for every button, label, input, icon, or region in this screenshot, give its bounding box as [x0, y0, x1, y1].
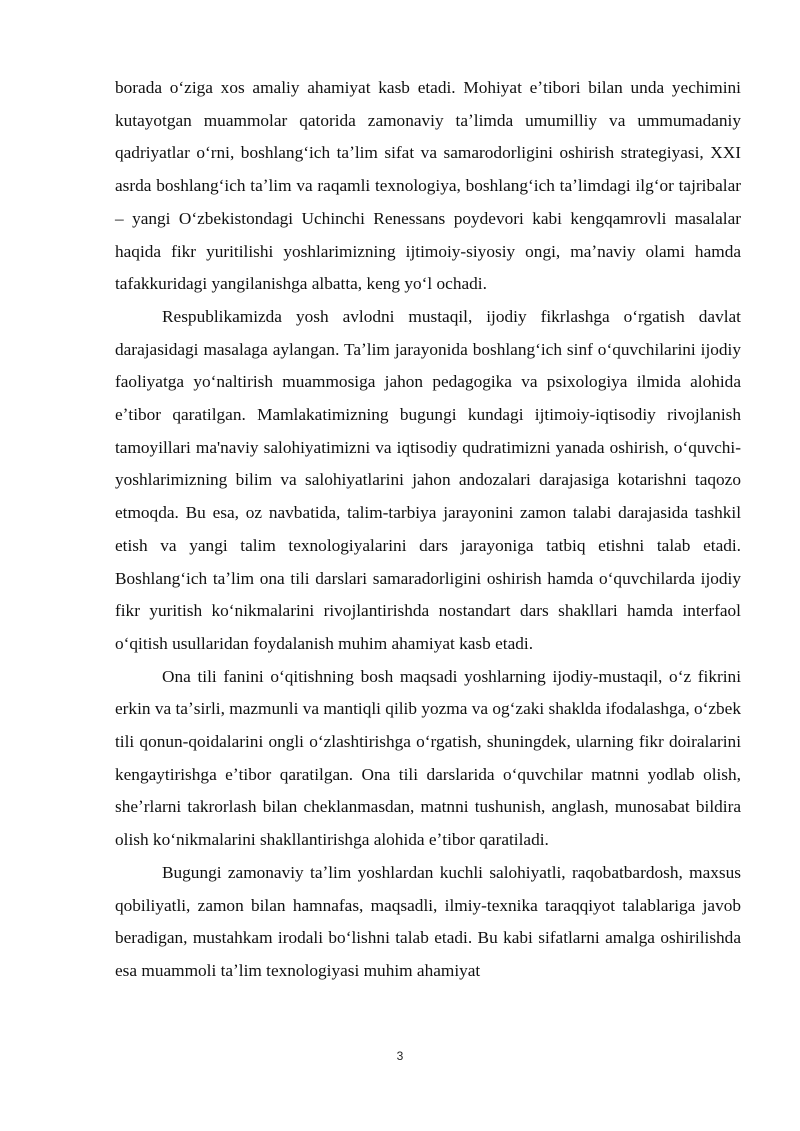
paragraph-1: borada oʻziga xos amaliy ahamiyat kasb etadi. Mohiyat eʼtibori bilan unda yechimini kutayotgan muammolar qatorida zamonaviy taʼlimda umumilliy va ummumadaniy qadriyatlar oʻrni, boshlangʻich taʼlim sifat va samarodorligini oshirish strategiyasi, XXI asrda boshlangʻich taʼlim va raqamli texnologiya, boshlangʻich taʼlimdagi ilgʻor tajribalar – yangi Oʻzbekistondagi Uchinchi Renessans poydevori kabi kengqamrovli masalalar haqida fikr yuritilishi yoshlarimizning ijtimoiy-siyosiy ongi, maʼnaviy olami hamda tafakkuridagi yangilanishga albatta, keng yoʻl ochadi.	[115, 78, 741, 294]
paragraph-4: Bugungi zamonaviy taʼlim yoshlardan kuchli salohiyatli, raqobatbardosh, maxsus qobiliyatli, zamon bilan hamnafas, maqsadli, ilmiy-texnika taraqqiyot talablariga javob beradigan, mustahkam irodali boʻlishni talab etadi. Bu kabi sifatlarni amalga oshirilishda esa muammoli taʼlim texnologiyasi muhim ahamiyat	[115, 862, 741, 980]
paragraph-3: Ona tili fanini oʻqitishning bosh maqsadi yoshlarning ijodiy-mustaqil, oʻz fikrini erkin va taʼsirli, mazmunli va mantiqli qilib yozma va ogʻzaki shaklda ifodalashga, oʻzbek tili qonun-qoidalarini ongli oʻzlashtirishga oʻrgatish, shuningdek, ularning fikr doiralarini kengaytirishga eʼtibor qaratilgan. Ona tili darslarida oʻquvchilar matnni yodlab olish, sheʼrlarni takrorlash bilan cheklanmasdan, matnni tushunish, anglash, munosabat bildira olish koʻnikmalarini shakllantirishga alohida eʼtibor qaratiladi.	[115, 666, 741, 850]
document-body	[115, 72, 741, 988]
paragraph-2: Respublikamizda yosh avlodni mustaqil, ijodiy fikrlashga oʻrgatish davlat darajasidagi masalaga aylangan. Taʼlim jarayonida boshlangʻich sinf oʻquvchilarini ijodiy faoliyatga yoʻnaltirish muammosiga jahon pedagogika va psixologiya ilmida alohida eʼtibor qaratilgan. Mamlakatimizning bugungi kundagi ijtimoiy-iqtisodiy rivojlanish tamoyillari ma'naviy salohiyatimizni va iqtisodiy qudratimizni yanada oshirish, oʻquvchi-yoshlarimizning bilim va salohiyatlarini jahon andozalari darajasiga kotarishni taqozo etmoqda. Bu esa, oz navbatida, talim-tarbiya jarayonini zamon talabi darajasida tashkil etish va yangi talim texnologiyalarini dars jarayoniga tatbiq etishni talab etadi. Boshlangʻich taʼlim ona tili darslari samaradorligini oshirish hamda oʻquvchilarda ijodiy fikr yuritish koʻnikmalarini rivojlantirishda nostandart dars shakllari hamda interfaol oʻqitish usullaridan foydalanish muhim ahamiyat kasb etadi.	[115, 306, 741, 653]
page-number: 3	[396, 1049, 404, 1063]
